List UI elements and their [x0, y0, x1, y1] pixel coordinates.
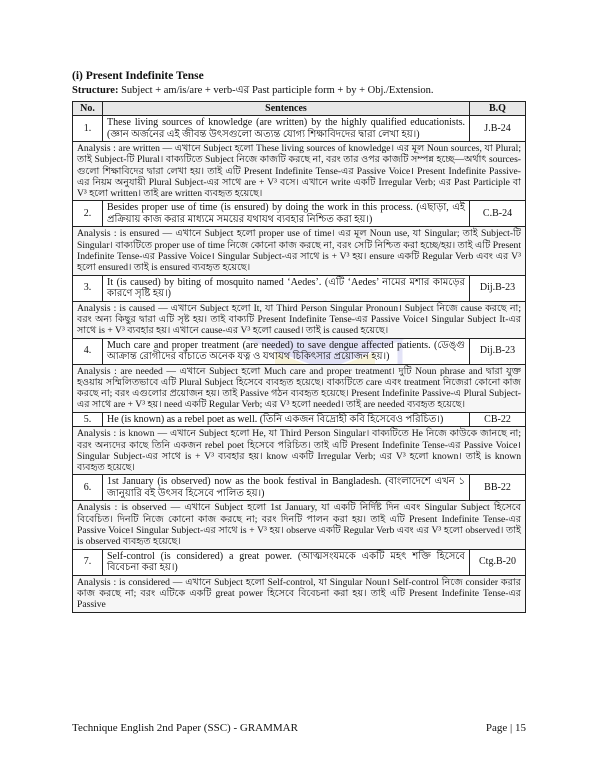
analysis-row [73, 227, 526, 275]
row-sentence: These living sources of knowledge (are written) by the highly qualified educationists. (জ্ঞান অর্জনের এই জীবন্ত উৎসগুলো অত্যন্ত যোগ্য শিক্ষাবিদদের দ্বারা লেখা হয়।) [103, 116, 470, 142]
section-title: (i) Present Indefinite Tense [72, 70, 204, 82]
header-sentences: Sentences [103, 102, 470, 116]
table-header-row [73, 102, 526, 116]
analysis-row [73, 364, 526, 412]
row-number: 1. [73, 116, 103, 142]
row-analysis: Analysis : are written — এখানে Subject হলো These living sources of knowledge। এর মূল Noun sources, যা Plural; তাই Subject-টি Plural। বাক্যটিতে Subject নিজে কাজটি করছে না, বরং তার ওপর কাজটি সম্পন্ন হচ্ছে—অর্থাৎ sources-গুলো শিক্ষাবিদের দ্বারা লেখা হয়। তাই এটি Present Indefinite Tense-এর Passive Voice। Present Indefinite Passive-এর নিয়ম অনুযায়ী Plural Subject-এর সাথে are + V³ বসে। এখানে write একটি Irregular Verb; এর Past Participle বা V³ হলো written। তাই are written ব্যবহৃত হয়েছে। [73, 142, 526, 201]
row-sentence: He (is known) as a rebel poet as well. (তিনি একজন বিদ্রোহী কবি হিসেবেও পরিচিত।) [103, 412, 470, 427]
table-row [73, 201, 526, 227]
row-board-question: C.B-24 [470, 201, 526, 227]
row-board-question: BB-22 [470, 475, 526, 501]
row-board-question: J.B-24 [470, 116, 526, 142]
analysis-row [73, 427, 526, 475]
row-sentence: It (is caused) by biting of mosquito named ‘Aedes’. (এটি ‘Aedes’ নামের মশার কামড়ের কারণে সৃষ্টি হয়।) [103, 275, 470, 301]
row-number: 2. [73, 201, 103, 227]
row-analysis: Analysis : is ensured — এখানে Subject হলো proper use of time। এর মূল Noun use, যা Singular; তাই Subject-টি Singular। বাক্যটিতে proper use of time নিজে কোনো কাজ করছে না, বরং সেটি নিশ্চিত করা হচ্ছে/হয়। তাই এটি Present Indefinite Tense-এর Passive Voice। Singular Subject-এর সাথে is + V³ হয়। ensure একটি Regular Verb এবং এর V³ হলো ensured। তাই is ensured ব্যবহৃত হয়েছে। [73, 227, 526, 275]
table-row [73, 338, 526, 364]
row-sentence: 1st January (is observed) now as the book festival in Bangladesh. (বাংলাদেশে এখন ১ জানুয়ারি বই উৎসব হিসেবে পালিত হয়।) [103, 475, 470, 501]
row-board-question: Dij.B-23 [470, 338, 526, 364]
row-analysis: Analysis : is caused — এখানে Subject হলো It, যা Third Person Singular Pronoun। Subject নিজে cause করছে না; বরং অন্য কিছুর দ্বারা এটি সৃষ্ট হয়। তাই বাক্যটি Present Indefinite Tense-এর Passive Voice। Singular Subject It-এর সাথে is + V³ ব্যবহার হয়। এখানে cause-এর V³ হলো caused। তাই is caused হয়েছে। [73, 301, 526, 338]
row-board-question: Ctg.B-20 [470, 549, 526, 575]
row-analysis: Analysis : are needed — এখানে Subject হলো Much care and proper treatment। দুটি Noun phrase and দ্বারা যুক্ত হওয়ায় সম্মিলিতভাবে এটি Plural Subject হিসেবে ব্যবহৃত হয়েছে। বাক্যটিতে care এবং treatment নিজেরা কোনো কাজ করছে না; বরং এগুলোর প্রয়োজন হয়। তাই Passive গঠন ব্যবহৃত হয়েছে। Present Indefinite Passive-এ Plural Subject-এর সাথে are + V³ হয়। need একটি Regular Verb; এর V³ হলো needed। তাই are needed ব্যবহৃত হয়েছে। [73, 364, 526, 412]
row-analysis: Analysis : is observed — এখানে Subject হলো 1st January, যা একটি নির্দিষ্ট দিন এবং Singular Subject হিসেবে বিবেচিত। দিনটি নিজে কোনো কাজ করছে না; বরং দিনটি পালন করা হয়। তাই এটি Present Indefinite Tense-এর Passive Voice। Singular Subject-এর সাথে is + V³ হয়। observe একটি Regular Verb এবং এর V³ হলো observed। তাই is observed ব্যবহৃত হয়েছে। [73, 501, 526, 549]
footer-page-number: Page | 15 [485, 722, 526, 734]
structure-label: Structure: [72, 85, 119, 96]
sentence-table [72, 101, 526, 613]
row-board-question: Dij.B-23 [470, 275, 526, 301]
table-row [73, 549, 526, 575]
header-no: No. [73, 102, 103, 116]
row-analysis: Analysis : is considered — এখানে Subject হলো Self-control, যা Singular Noun। Self-control নিজে consider করার কাজ করছে না; বরং এটিকে একটি great power হিসেবে বিবেচনা করা হয়। তাই এটি Present Indefinite Tense-এর Passive [73, 575, 526, 612]
row-sentence: Besides proper use of time (is ensured) by doing the work in this process. (এছাড়া, এই প্রক্রিয়ায় কাজ করার মাধ্যমে সময়ের যথাযথ ব্যবহার নিশ্চিত করা হয়।) [103, 201, 470, 227]
table-row [73, 475, 526, 501]
row-board-question: CB-22 [470, 412, 526, 427]
row-number: 3. [73, 275, 103, 301]
row-sentence: Much care and proper treatment (are needed) to save dengue affected patients. (ডেঙ্গু আক্রান্ত রোগীদের বাঁচাতে অনেক যত্ন ও যথাযথ চিকিৎসার প্রয়োজন হয়।) [103, 338, 470, 364]
analysis-row [73, 575, 526, 612]
analysis-row [73, 142, 526, 201]
structure-text: Subject + am/is/are + verb-এর Past participle form + by + Obj./Extension. [121, 85, 434, 96]
table-row [73, 275, 526, 301]
table-row [73, 116, 526, 142]
row-sentence: Self-control (is considered) a great power. (আত্মসংযমকে একটি মহৎ শক্তি হিসেবে বিবেচনা করা হয়।) [103, 549, 470, 575]
document-page [72, 70, 526, 613]
row-number: 7. [73, 549, 103, 575]
header-bq: B.Q [470, 102, 526, 116]
row-analysis: Analysis : is known — এখানে Subject হলো He, যা Third Person Singular। বাক্যটিতে He নিজে কাউকে জানছে না; বরং অন্যদের কাছে তিনি একজন rebel poet হিসেবে পরিচিত। তাই এটি Present Indefinite Tense-এর Passive Voice। Singular Subject-এর সাথে is + V³ ব্যবহার হয়। know একটি Irregular Verb; এর V³ হলো known। তাই is known ব্যবহৃত হয়েছে। [73, 427, 526, 475]
structure-line [72, 85, 526, 97]
analysis-row [73, 301, 526, 338]
row-number: 5. [73, 412, 103, 427]
analysis-row [73, 501, 526, 549]
table-row [73, 412, 526, 427]
footer-book-title: Technique English 2nd Paper (SSC) - GRAMMAR [72, 722, 298, 734]
row-number: 4. [73, 338, 103, 364]
row-number: 6. [73, 475, 103, 501]
